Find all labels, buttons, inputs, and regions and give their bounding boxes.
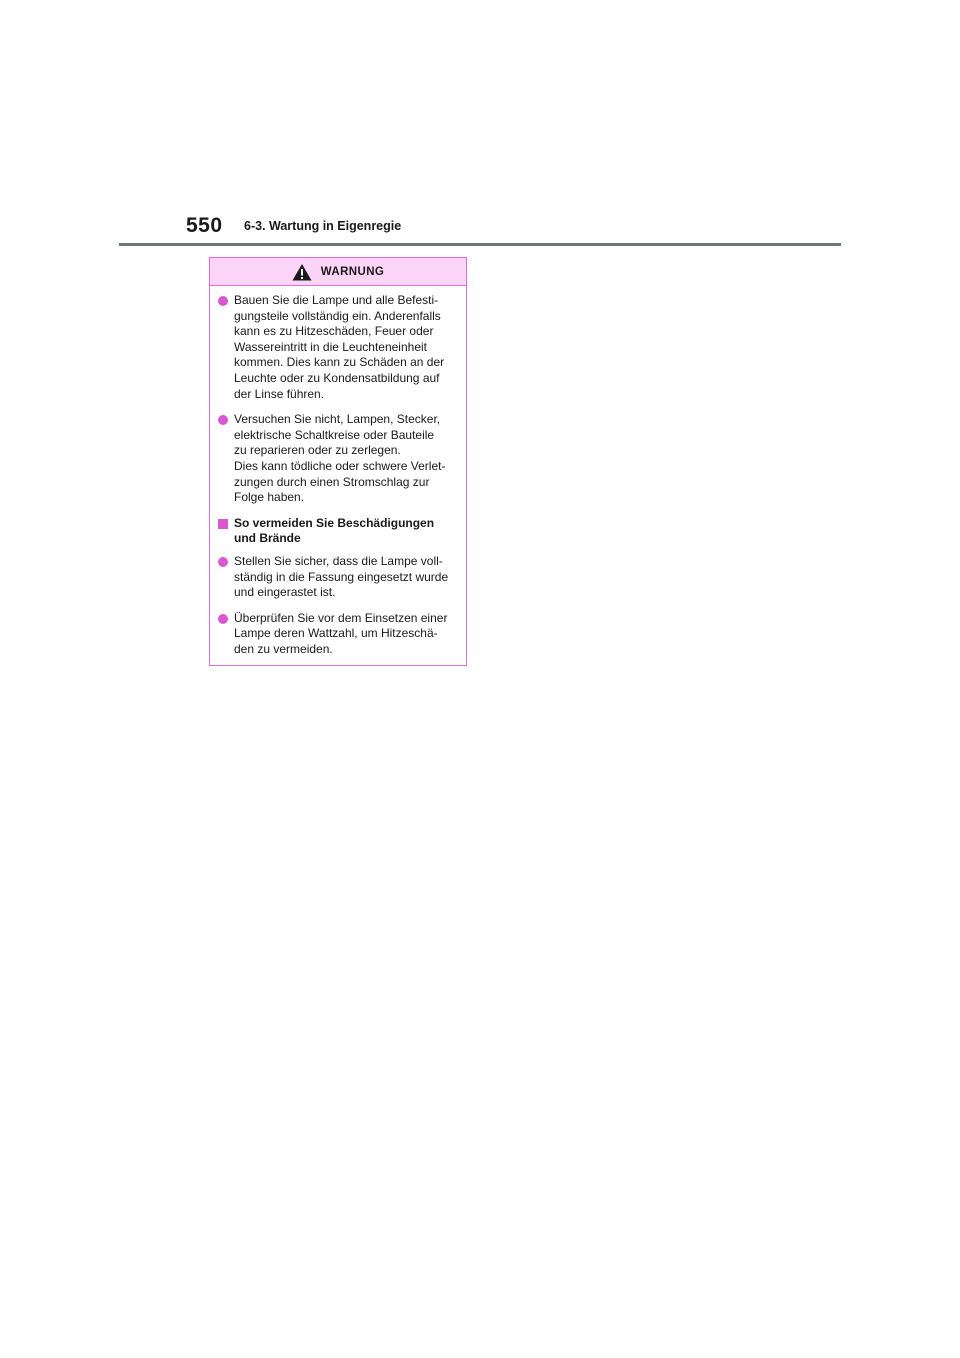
bullet-circle-icon — [218, 415, 228, 425]
warning-item-lamp-installation — [218, 293, 456, 402]
warning-item-text: Überprüfen Sie vor dem Einsetzen einer Lampe deren Wattzahl, um Hitzeschä- den zu vermeiden. — [234, 610, 448, 656]
page-header — [0, 0, 960, 250]
warning-item-wattage — [218, 611, 456, 658]
warning-triangle-icon — [292, 263, 312, 281]
bullet-square-icon — [218, 519, 228, 529]
warning-item-text: Stellen Sie sicher, dass die Lampe voll- ständig in die Fassung eingesetzt wurde und eingerastet ist. — [234, 553, 449, 600]
section-title: 6-3. Wartung in Eigenregie — [244, 219, 402, 233]
warning-item-no-repair — [218, 412, 456, 506]
warning-item-text: Bauen Sie die Lampe und alle Befesti- gungsteile vollständig ein. Anderenfalls kann es zu Hitzeschäden, Feuer oder Wassereintritt in die Leuchteneinheit kommen. Dies kann zu Schäden an der Leuchte oder zu Kondensatbildung auf der Linse führen. — [234, 293, 445, 401]
warning-header — [210, 258, 466, 286]
bullet-circle-icon — [218, 614, 228, 624]
bullet-circle-icon — [218, 557, 228, 567]
warning-item-lamp-seated — [218, 554, 456, 601]
warning-body — [210, 286, 466, 657]
header-divider — [119, 243, 841, 246]
bullet-circle-icon — [218, 296, 228, 306]
warning-title: WARNUNG — [320, 265, 385, 278]
warning-subheading — [218, 516, 456, 547]
warning-item-text: Versuchen Sie nicht, Lampen, Stecker, elektrische Schaltkreise oder Bauteile zu reparieren oder zu zerlegen. Dies kann tödliche oder schwere Verlet- zungen durch einen Stromschlag zur Folge haben. — [234, 412, 446, 505]
page-number: 550 — [186, 214, 223, 237]
warning-subheading-text: So vermeiden Sie Beschädigungen und Brände — [234, 515, 435, 546]
warning-box — [209, 257, 467, 666]
